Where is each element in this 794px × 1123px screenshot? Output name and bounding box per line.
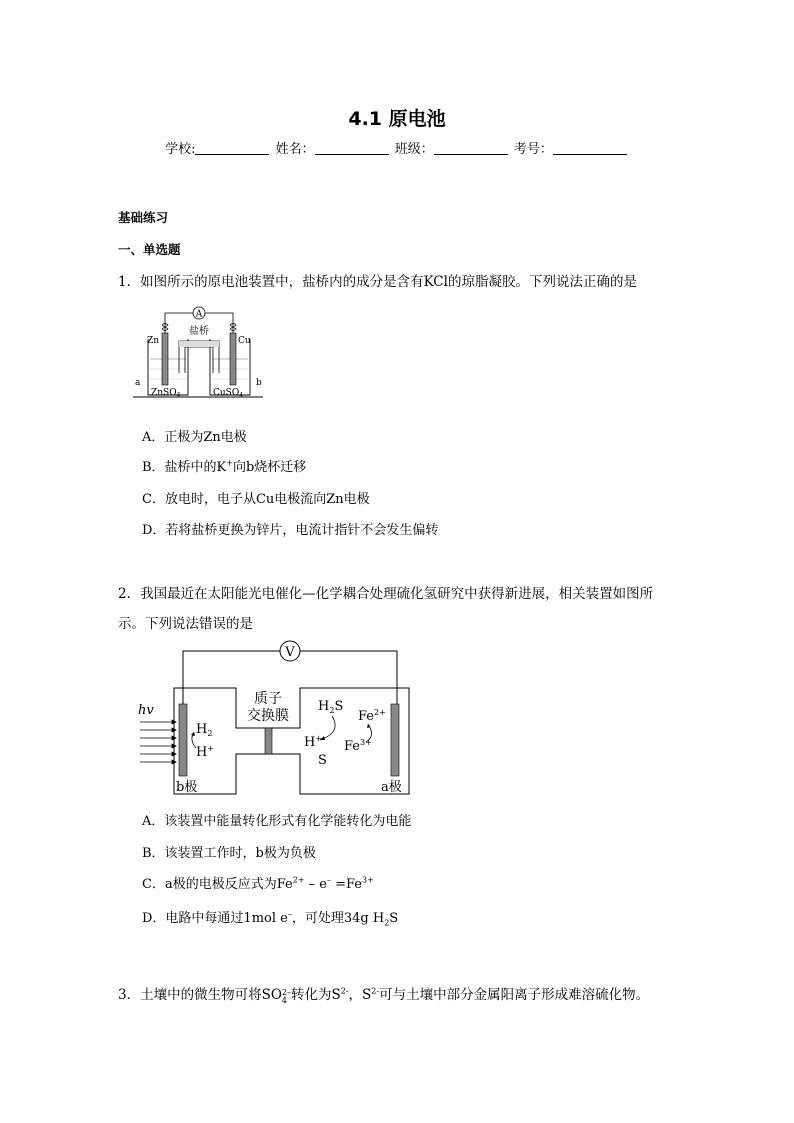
sulfate-charge: 2– 4 <box>281 988 291 1005</box>
fe2-label: $Fe^{2+}$ <box>358 708 386 724</box>
b-electrode <box>179 704 187 776</box>
h-plus-label-right: H+ <box>304 734 323 750</box>
h2s-label: $H_2S$ <box>318 699 344 715</box>
page-title: 4.1 原电池 <box>348 108 446 130</box>
school-blank[interactable] <box>195 142 269 155</box>
exam-number-blank[interactable] <box>553 142 627 155</box>
q1-option-a[interactable]: A．正极为Zn电极 <box>142 430 247 445</box>
q1-galvanic-cell-figure <box>133 303 265 403</box>
b-pole-label: b极 <box>176 780 198 795</box>
membrane-label-2: 交换膜 <box>247 708 289 724</box>
class-blank[interactable] <box>434 142 508 155</box>
sulfur-label: S <box>318 753 327 768</box>
q1-option-c[interactable]: C．放电时，电子从Cu电极流向Zn电极 <box>142 492 370 507</box>
q2-stem-line1: 2．我国最近在太阳能光电催化—化学耦合处理硫化氢研究中获得新进展，相关装置如图所 <box>118 586 654 602</box>
q2-photoelectrochemical-figure <box>136 640 412 798</box>
membrane-label-1: 质子 <box>254 691 282 707</box>
light-arrows-icon <box>140 720 176 764</box>
school-label: 学校: <box>165 142 196 157</box>
name-blank[interactable] <box>315 142 389 155</box>
a-pole-label: a极 <box>381 780 402 795</box>
student-info-line <box>0 138 794 157</box>
salt-bridge-label: 盐桥 <box>189 326 209 337</box>
q2-option-b[interactable]: B．该装置工作时，b极为负极 <box>142 846 316 861</box>
cuso4-label: CuSO$_4$ <box>213 388 244 399</box>
section-single-choice: 一、单选题 <box>118 242 181 257</box>
q1-option-b[interactable]: B．盐桥中的K+向b烧杯迁移 <box>142 458 307 475</box>
h-plus-label-left: H+ <box>196 744 215 760</box>
cu-electrode-label: Cu <box>238 336 251 346</box>
q2-option-c[interactable]: C．a极的电极反应式为$Fe^{2+} - e^- =Fe^{3+}$ <box>142 875 374 892</box>
zn-electrode-label: Zn <box>147 336 160 346</box>
light-hv-label: hv <box>138 703 154 718</box>
ammeter-label: A <box>195 309 203 320</box>
fe3-label: $Fe^{3+}$ <box>344 738 372 754</box>
znso4-label: ZnSO$_4$ <box>151 388 181 399</box>
section-basic: 基础练习 <box>118 210 169 225</box>
q3-stem: 3．土壤中的微生物可将SO 2– 4 转化为$S^{2-}$，$S^{2-}$可与土壤中部分金属阳离子形成难溶硫化物。 <box>118 986 650 1005</box>
q1-option-d[interactable]: D．若将盐桥更换为锌片，电流计指针不会发生偏转 <box>142 523 439 538</box>
exam-number-label: 考号： <box>513 142 553 157</box>
class-label: 班级： <box>394 142 434 157</box>
h2-label: $H_2$ <box>196 722 213 738</box>
q2-option-d[interactable]: D．电路中每通过1mol e–，可处理34g $H_2S$ <box>142 909 399 928</box>
a-electrode <box>391 704 399 776</box>
q2-option-a[interactable]: A．该装置中能量转化形式有化学能转化为电能 <box>142 814 412 829</box>
beaker-b-label: b <box>256 378 262 388</box>
q1-stem: 1．如图所示的原电池装置中，盐桥内的成分是含有KCl的琼脂凝胶。下列说法正确的是 <box>118 274 637 290</box>
q2-stem-line2: 示。下列说法错误的是 <box>118 616 253 632</box>
oxidation-arrow-icon <box>320 716 335 740</box>
voltmeter-label: V <box>285 645 295 660</box>
beaker-a-label: a <box>135 378 141 388</box>
proton-exchange-membrane <box>265 728 272 754</box>
name-label: 姓名： <box>275 142 315 157</box>
